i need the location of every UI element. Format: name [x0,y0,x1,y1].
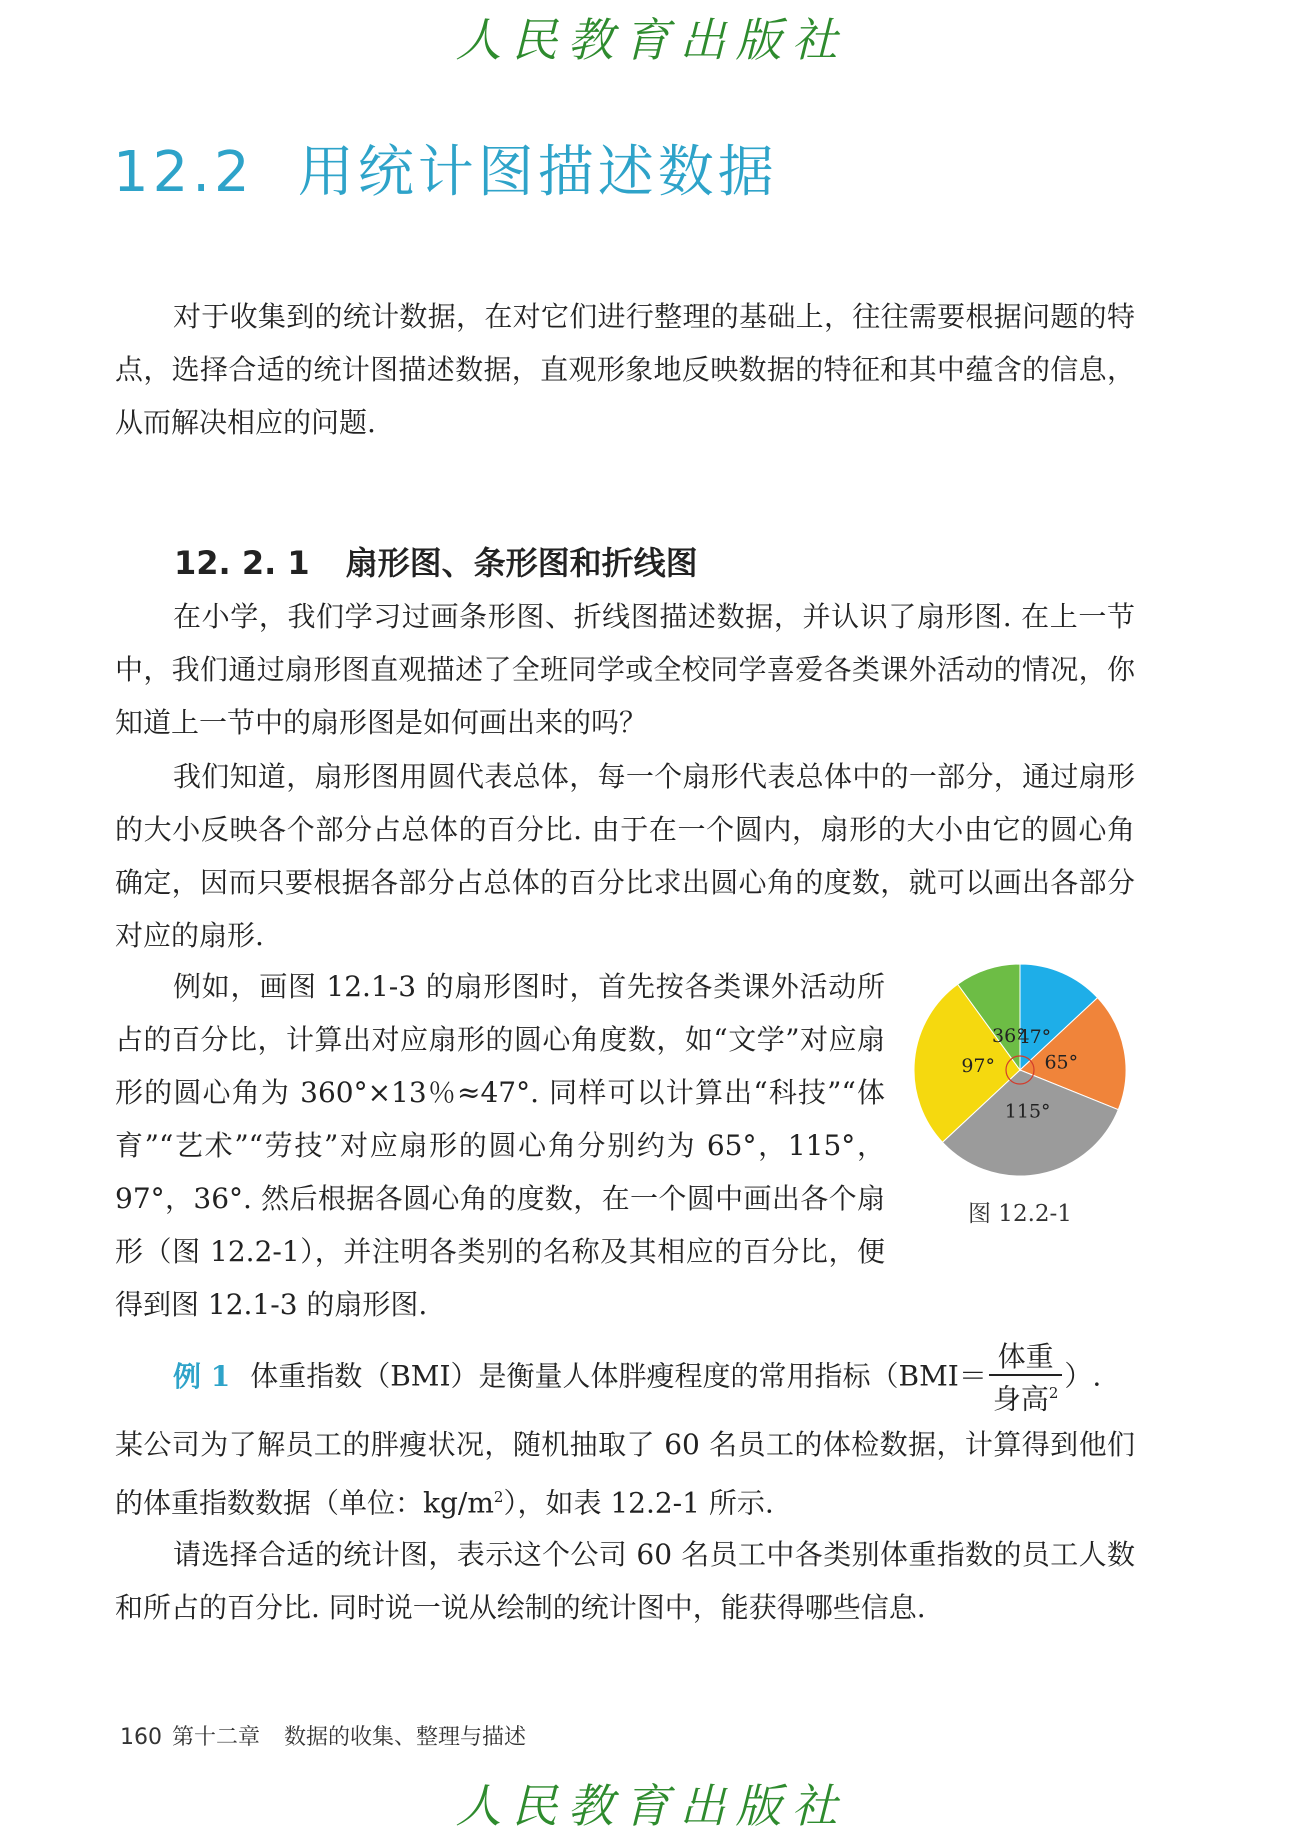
pie-slice-label: 47° [1017,1025,1052,1048]
page-number: 160 [120,1725,162,1750]
bmi-numerator: 体重 [989,1340,1063,1376]
bmi-exponent: 2 [1048,1384,1059,1402]
example-label: 例 1 [173,1359,231,1393]
paragraph-4a: 某公司为了解员工的胖瘦状况，随机抽取了 60 名员工的体检数据，计算得到他们的体重指数数据（单位：kg/m [115,1428,1135,1520]
pie-slice-label: 115° [1004,1100,1051,1123]
figure-caption: 图 12.2-1 [968,1201,1072,1227]
unit-exponent: 2 [493,1488,504,1506]
pie-slice-label: 97° [961,1054,996,1077]
paragraph-4b: ），如表 12.2-1 所示. [503,1486,774,1520]
publisher-logo-top: 人民教育出版社 [455,13,848,67]
bmi-denominator: 身高 [992,1382,1049,1416]
subsection-title: 扇形图、条形图和折线图 [345,544,698,582]
subsection-heading [174,538,698,584]
section-title [113,128,778,208]
paragraph-2: 我们知道，扇形图用圆代表总体，每一个扇形代表总体中的一部分，通过扇形的大小反映各个部分占总体的百分比. 由于在一个圆内，扇形的大小由它的圆心角确定，因而只要根据各部分占总体的百分比求出圆心角的度数，就可以画出各部分对应的扇形. [115,760,1135,952]
example-1 [115,1340,1135,1416]
pie-slice-label: 65° [1044,1051,1079,1074]
pie-chart [905,955,1135,1195]
chapter-number: 第十二章 [172,1725,261,1750]
paragraph-5: 请选择合适的统计图，表示这个公司 60 名员工中各类别体重指数的员工人数和所占的百分比. 同时说一说从绘制的统计图中，能获得哪些信息. [115,1538,1135,1624]
example-text-b: ）. [1064,1359,1102,1393]
section-number: 12.2 [113,140,254,205]
paragraph-4 [115,1418,1135,1529]
bmi-denominator-wrap [989,1376,1063,1416]
chapter-title: 数据的收集、整理与描述 [284,1725,527,1750]
bmi-fraction [989,1340,1063,1416]
page-footer [120,1720,526,1751]
example-text-a: 体重指数（BMI）是衡量人体胖瘦程度的常用指标（BMI＝ [250,1359,987,1393]
paragraph-3: 例如，画图 12.1-3 的扇形图时，首先按各类课外活动所占的百分比，计算出对应扇形的圆心角度数，如“文学”对应扇形的圆心角为 360°×13％≈47°. 同样可以计算出“科技”“体育”“艺术”“劳技”对应扇形的圆心角分别约为 65°，115°，97°，36°. 然后根据各圆心角的度数，在一个圆中画出各个扇形（图 12.2-1），并注明各类别的名称及其相应的百分比，便得到图 12.1-3 的扇形图. [115,970,885,1321]
pie-slice-label: 36° [992,1024,1026,1047]
subsection-number: 12. 2. 1 [174,544,310,582]
paragraph-1: 在小学，我们学习过画条形图、折线图描述数据，并认识了扇形图. 在上一节中，我们通过扇形图直观描述了全班同学或全校同学喜爱各类课外活动的情况，你知道上一节中的扇形图是如何画出来的吗？ [115,600,1135,739]
intro-paragraph: 对于收集到的统计数据，在对它们进行整理的基础上，往往需要根据问题的特点，选择合适的统计图描述数据，直观形象地反映数据的特征和其中蕴含的信息，从而解决相应的问题. [115,300,1135,439]
publisher-logo-bottom: 人民教育出版社 [455,1779,848,1833]
section-title-text: 用统计图描述数据 [297,140,778,205]
